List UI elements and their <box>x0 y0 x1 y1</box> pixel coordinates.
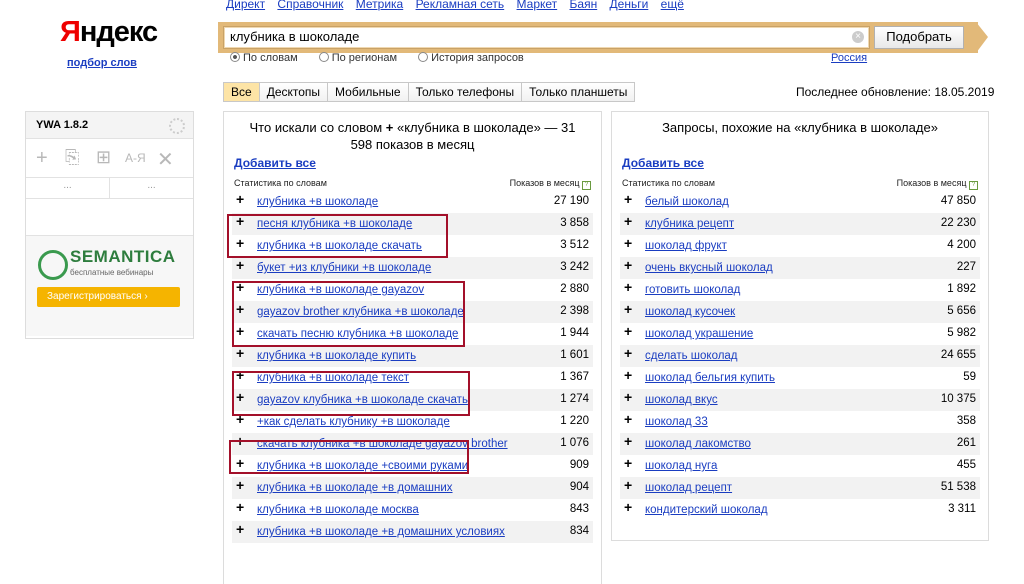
add-keyword-icon[interactable]: + <box>236 301 245 317</box>
keyword-count: 10 375 <box>940 393 976 405</box>
keyword-count: 904 <box>569 481 589 493</box>
nav-direct[interactable]: Директ <box>226 0 266 11</box>
keyword-row <box>232 345 593 367</box>
keyword-link[interactable]: клубника +в шоколаде купить <box>257 350 417 362</box>
keyword-link[interactable]: готовить шоколад <box>645 284 741 296</box>
wordstat-subtitle-link[interactable]: подбор слов <box>67 57 137 69</box>
keyword-link[interactable]: клубника +в шоколаде текст <box>257 372 410 384</box>
keyword-row <box>620 433 980 455</box>
keyword-row <box>620 191 980 213</box>
col-header-words: Статистика по словам <box>234 178 327 188</box>
add-keyword-icon[interactable]: + <box>624 411 633 427</box>
add-keyword-icon[interactable]: + <box>236 323 245 339</box>
left-panel-title: Что искали со словом + «клубника в шоколаде» — 31 598 показов в месяц <box>249 120 576 152</box>
add-keyword-icon[interactable]: + <box>236 499 245 515</box>
ywa-widget <box>25 111 194 339</box>
keyword-row <box>620 257 980 279</box>
keyword-row <box>620 235 980 257</box>
add-keyword-icon[interactable]: + <box>236 279 245 295</box>
add-keyword-icon[interactable]: + <box>236 521 245 537</box>
keyword-count: 59 <box>963 371 976 383</box>
add-keyword-icon[interactable]: + <box>624 235 633 251</box>
add-keyword-icon[interactable]: + <box>624 499 633 515</box>
region-link[interactable]: Россия <box>831 52 868 64</box>
add-keyword-icon[interactable]: + <box>624 367 633 383</box>
semantica-title: SEMANTICA <box>70 247 176 266</box>
keyword-row <box>620 389 980 411</box>
right-panel-title: Запросы, похожие на «клубника в шоколаде» <box>662 120 938 135</box>
search-bar-arrow <box>976 22 988 53</box>
add-keyword-icon[interactable]: + <box>624 455 633 471</box>
keyword-count: 1 220 <box>560 415 589 427</box>
ywa-counter-right: ... <box>147 180 156 191</box>
keyword-row <box>620 455 980 477</box>
ywa-list-area[interactable] <box>26 199 193 236</box>
keyword-count: 4 200 <box>947 239 976 251</box>
add-keyword-icon[interactable]: + <box>624 191 633 207</box>
add-keyword-icon[interactable]: + <box>236 477 245 493</box>
plus-icon: + <box>385 120 394 135</box>
keyword-link[interactable]: клубника +в шоколаде +своими руками <box>257 460 469 472</box>
keyword-count: 3 858 <box>560 217 589 229</box>
add-icon[interactable]: + <box>36 147 48 169</box>
semantica-logo-icon <box>38 250 68 280</box>
add-keyword-icon[interactable]: + <box>624 345 633 361</box>
keyword-link[interactable]: клубника +в шоколаде <box>257 196 379 208</box>
tab-phones-only[interactable]: Только телефоны <box>409 83 523 101</box>
add-keyword-icon[interactable]: + <box>236 213 245 229</box>
clear-icon[interactable]: × <box>852 31 864 43</box>
keyword-count: 1 944 <box>560 327 589 339</box>
nav-metrika[interactable]: Метрика <box>355 0 404 11</box>
keyword-count: 261 <box>956 437 976 449</box>
keyword-count: 1 892 <box>947 283 976 295</box>
ywa-toolbar <box>26 139 193 178</box>
keyword-row <box>232 477 593 499</box>
add-keyword-icon[interactable]: + <box>624 433 633 449</box>
col-header-shows: Показов в месяц ? <box>510 178 591 190</box>
keyword-link[interactable]: gayazov клубника +в шоколаде скачать <box>257 394 468 406</box>
add-keyword-icon[interactable]: + <box>624 257 633 273</box>
keyword-link[interactable]: кондитерский шоколад <box>645 504 768 516</box>
semantica-banner <box>26 236 193 336</box>
keyword-count: 358 <box>956 415 976 427</box>
add-keyword-icon[interactable]: + <box>236 411 245 427</box>
help-icon[interactable]: ? <box>582 181 591 190</box>
keyword-count: 2 398 <box>560 305 589 317</box>
keyword-link[interactable]: шоколад нуга <box>645 460 718 472</box>
keyword-link[interactable]: букет +из клубники +в шоколаде <box>257 262 432 274</box>
col-header-shows: Показов в месяц ? <box>897 178 978 190</box>
keyword-link[interactable]: сделать шоколад <box>645 350 738 362</box>
right-rows <box>620 191 980 521</box>
search-mode-radios <box>230 52 542 64</box>
keyword-link[interactable]: шоколад 33 <box>645 416 708 428</box>
keyword-link[interactable]: скачать клубника +в шоколаде gayazov brother <box>257 438 508 450</box>
keyword-row <box>620 367 980 389</box>
sort-az-icon[interactable]: А-Я <box>125 151 146 165</box>
keyword-link[interactable]: очень вкусный шоколад <box>645 262 773 274</box>
keyword-count: 5 656 <box>947 305 976 317</box>
keyword-link[interactable]: клубника +в шоколаде москва <box>257 504 419 516</box>
tab-all[interactable]: Все <box>224 83 260 101</box>
keyword-count: 843 <box>569 503 589 515</box>
add-keyword-icon[interactable]: + <box>624 323 633 339</box>
add-all-right-link[interactable]: Добавить все <box>622 156 704 170</box>
keyword-count: 27 190 <box>553 195 589 207</box>
keyword-count: 47 850 <box>940 195 976 207</box>
add-keyword-icon[interactable]: + <box>624 477 633 493</box>
add-all-left-link[interactable]: Добавить все <box>234 156 316 170</box>
nav-more[interactable]: ещё <box>660 0 684 11</box>
add-keyword-icon[interactable]: + <box>236 433 245 449</box>
keyword-row <box>620 411 980 433</box>
keyword-row <box>232 521 593 543</box>
keyword-count: 1 367 <box>560 371 589 383</box>
keyword-link[interactable]: клубника +в шоколаде +в домашних условиях <box>257 526 505 538</box>
radio-icon <box>319 52 329 62</box>
keyword-count: 455 <box>956 459 976 471</box>
keyword-count: 3 311 <box>948 503 976 515</box>
nav-dengi[interactable]: Деньги <box>609 0 649 11</box>
radio-by-words[interactable]: По словам <box>230 52 298 64</box>
keyword-count: 227 <box>956 261 976 273</box>
keyword-row <box>620 213 980 235</box>
ywa-counter-left: ... <box>26 178 110 198</box>
similar-queries-panel <box>611 111 989 541</box>
keyword-link[interactable]: клубника +в шоколаде +в домашних <box>257 482 453 494</box>
keyword-link[interactable]: шоколад лакомство <box>645 438 751 450</box>
keyword-link[interactable]: песня клубника +в шоколаде <box>257 218 413 230</box>
register-button[interactable]: Зарегистрироваться › <box>37 287 180 307</box>
semantica-subtitle: бесплатные вебинары <box>70 268 154 277</box>
search-button[interactable]: Подобрать <box>874 26 964 49</box>
radio-checked-icon <box>230 52 240 62</box>
keyword-count: 3 242 <box>560 261 589 273</box>
top-nav <box>226 0 693 11</box>
keyword-count: 3 512 <box>560 239 589 251</box>
keyword-count: 5 982 <box>947 327 976 339</box>
add-keyword-icon[interactable]: + <box>236 191 245 207</box>
keyword-count: 24 655 <box>940 349 976 361</box>
tab-desktops[interactable]: Десктопы <box>260 83 328 101</box>
keyword-row <box>620 477 980 499</box>
col-header-words: Статистика по словам <box>622 178 715 188</box>
keyword-link[interactable]: шоколад фрукт <box>645 240 727 252</box>
copy-icon[interactable]: ⎘ <box>65 147 80 167</box>
search-input[interactable] <box>224 27 840 46</box>
keyword-row <box>620 279 980 301</box>
keyword-count: 1 274 <box>560 393 589 405</box>
keyword-row <box>620 345 980 367</box>
keyword-link[interactable]: шоколад украшение <box>645 328 754 340</box>
add-keyword-icon[interactable]: + <box>624 213 633 229</box>
keyword-row <box>232 257 593 279</box>
export-icon[interactable]: ⊞ <box>96 147 112 167</box>
keyword-link[interactable]: шоколад бельгия купить <box>645 372 775 384</box>
keyword-row <box>232 499 593 521</box>
highlight-box <box>232 281 465 347</box>
add-keyword-icon[interactable]: + <box>624 389 633 405</box>
keyword-count: 1 076 <box>560 437 589 449</box>
keyword-row <box>620 301 980 323</box>
keyword-link[interactable]: белый шоколад <box>645 196 729 208</box>
ywa-counters <box>26 178 193 199</box>
keyword-link[interactable]: шоколад вкус <box>645 394 718 406</box>
nav-ad-network[interactable]: Рекламная сеть <box>415 0 505 11</box>
radio-query-history[interactable]: История запросов <box>418 52 524 64</box>
highlight-box <box>229 440 469 474</box>
ywa-header: YWA 1.8.2 <box>26 112 193 139</box>
highlight-box <box>227 214 448 258</box>
keyword-count: 1 601 <box>560 349 589 361</box>
radio-by-regions[interactable]: По регионам <box>319 52 397 64</box>
keyword-link[interactable]: +как сделать клубнику +в шоколаде <box>257 416 450 428</box>
radio-icon <box>418 52 428 62</box>
last-updated-text: Последнее обновление: 18.05.2019 <box>796 85 995 99</box>
close-icon[interactable]: ✕ <box>157 149 174 171</box>
highlight-box <box>232 371 470 416</box>
keyword-row <box>620 499 980 521</box>
help-icon[interactable]: ? <box>969 181 978 190</box>
tab-mobile[interactable]: Мобильные <box>328 83 409 101</box>
keyword-row <box>232 191 593 213</box>
keyword-link[interactable]: шоколад кусочек <box>645 306 736 318</box>
add-keyword-icon[interactable]: + <box>236 389 245 405</box>
add-keyword-icon[interactable]: + <box>624 279 633 295</box>
keyword-link[interactable]: клубника +в шоколаде скачать <box>257 240 422 252</box>
add-keyword-icon[interactable]: + <box>236 257 245 273</box>
add-keyword-icon[interactable]: + <box>624 301 633 317</box>
nav-market[interactable]: Маркет <box>516 0 558 11</box>
add-keyword-icon[interactable]: + <box>236 367 245 383</box>
keyword-link[interactable]: клубника +в шоколаде gayazov <box>257 284 425 296</box>
nav-spravochnik[interactable]: Справочник <box>277 0 344 11</box>
tab-tablets-only[interactable]: Только планшеты <box>522 83 634 101</box>
add-keyword-icon[interactable]: + <box>236 235 245 251</box>
add-keyword-icon[interactable]: + <box>236 455 245 471</box>
keyword-count: 51 538 <box>940 481 976 493</box>
keyword-link[interactable]: скачать песню клубника +в шоколаде <box>257 328 459 340</box>
keyword-link[interactable]: клубника рецепт <box>645 218 735 230</box>
keyword-row <box>620 323 980 345</box>
keyword-count: 22 230 <box>940 217 976 229</box>
keyword-count: 2 880 <box>560 283 589 295</box>
nav-bayan[interactable]: Баян <box>569 0 598 11</box>
keyword-count: 834 <box>569 525 589 537</box>
device-tabs <box>223 82 635 102</box>
keyword-link[interactable]: gayazov brother клубника +в шоколаде <box>257 306 464 318</box>
gear-icon[interactable] <box>169 118 185 134</box>
search-field <box>223 26 870 49</box>
add-keyword-icon[interactable]: + <box>236 345 245 361</box>
keyword-count: 909 <box>569 459 589 471</box>
keyword-link[interactable]: шоколад рецепт <box>645 482 733 494</box>
searched-with-word-panel <box>223 111 602 584</box>
yandex-logo[interactable]: Яндекс <box>60 16 158 48</box>
